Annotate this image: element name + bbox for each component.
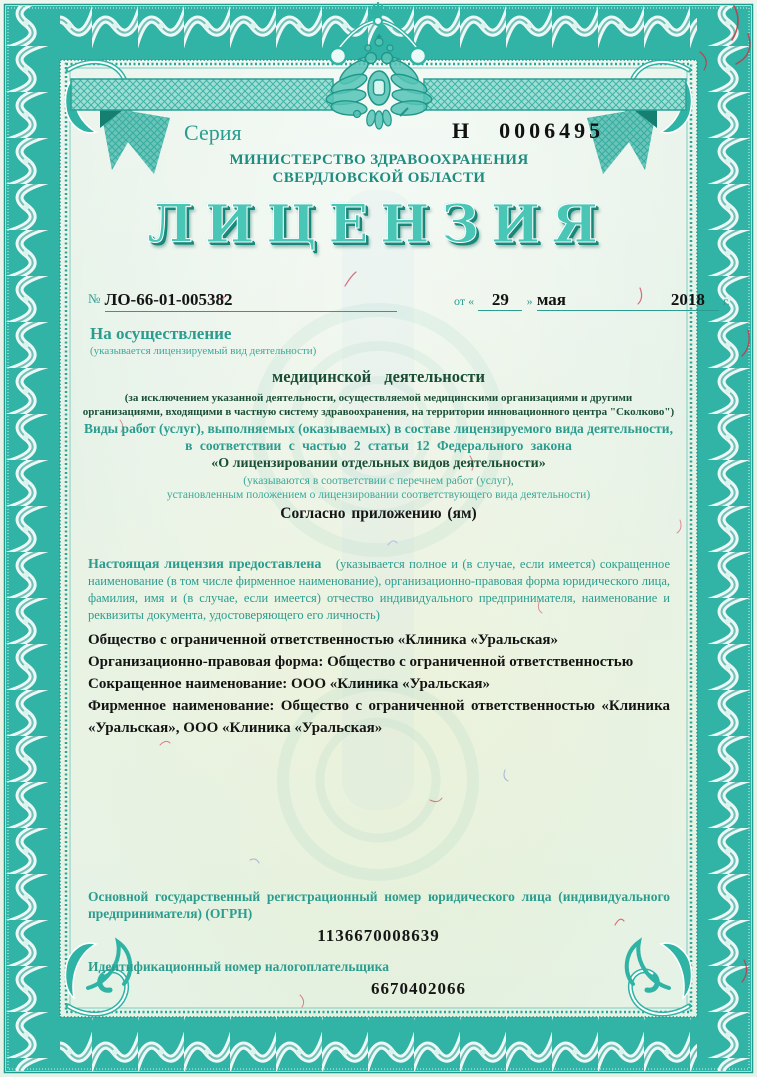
activity-exception-line2: организациями, входящими в частную систему здравоохранения, на территории инновационного центра "Сколково") <box>82 406 675 418</box>
works-note-line1: (указываются в соответствии с перечнем работ (услуг), <box>243 475 514 487</box>
activity-heading-note: (указывается лицензируемый вид деятельности) <box>90 345 317 357</box>
activity-exception-line1: (за исключением указанной деятельности, осуществляемой медицинскими организациями и другими <box>124 392 633 404</box>
org-short-name: Сокращенное наименование: ООО «Клиника «Уральская» <box>88 676 490 692</box>
organization-block <box>88 629 670 739</box>
activity-heading: На осуществление <box>90 324 232 343</box>
ogrn-label: Основной государственный регистрационный номер юридического лица (индивидуального предпринимателя) (ОГРН) <box>88 889 670 921</box>
license-number-value: ЛО-66-01-005382 <box>105 290 397 312</box>
works-clause-line2: в соответствии с частью 2 статьи 12 Федерального закона <box>185 438 572 453</box>
org-brand-name: Фирменное наименование: Общество с ограниченной ответственностью «Клиника «Уральская», ООО «Клиника «Уральская» <box>88 698 670 736</box>
date-year: 2018 <box>670 290 705 309</box>
law-title: «О лицензировании отдельных видов деятельности» <box>211 456 546 471</box>
series-letter: Н <box>452 118 474 143</box>
grantee-paragraph <box>88 556 670 624</box>
series-label: Серия <box>184 120 242 145</box>
attachment-note: Согласно приложению (ям) <box>280 505 477 522</box>
license-number-row <box>88 290 730 316</box>
grantee-note: (указывается полное и (в случае, если имеется) сокращенное наименование (в том числе фирменное наименование), организационно-правовая форма юридического лица, фамилия, имя и (в случае, если имеется) отчество индивидуального предпринимателя, наименование и реквизиты документа, удостоверяющего его личность) <box>88 557 671 622</box>
license-number-sign: № <box>88 291 101 306</box>
series-number <box>452 118 604 144</box>
license-title: ЛИЦЕНЗИЯ <box>147 194 610 255</box>
works-note <box>0 474 757 502</box>
ministry-line1: МИНИСТЕРСТВО ЗДРАВООХРАНЕНИЯ <box>229 152 529 168</box>
grantee-label: Настоящая лицензия предоставлена <box>88 557 322 572</box>
series-digits: 0006495 <box>499 118 605 143</box>
ministry-line2: СВЕРДЛОВСКОЙ ОБЛАСТИ <box>272 170 486 186</box>
org-full-name: Общество с ограниченной ответственностью «Клиника «Уральская» <box>88 632 558 648</box>
org-legal-form: Организационно-правовая форма: Общество с ограниченной ответственностью <box>88 654 634 670</box>
inn-label: Идентификационный номер налогоплательщика <box>88 959 389 974</box>
date-suffix: г. <box>723 294 730 308</box>
date-close-quote: » <box>526 294 533 308</box>
works-clause-line1: Виды работ (услуг), выполняемых (оказываемых) в составе лицензируемого вида деятельности, <box>84 421 673 436</box>
activity-type: медицинской деятельности <box>272 367 485 386</box>
date-prefix: от « <box>454 294 475 308</box>
works-note-line2: установленным положением о лицензировании соответствующего вида деятельности) <box>166 489 591 501</box>
ministry-name <box>88 151 670 187</box>
date-day: 29 <box>478 290 522 311</box>
activity-exception <box>60 391 697 419</box>
inn-value: 6670402066 <box>371 979 466 998</box>
license-date <box>454 290 730 311</box>
date-month-year <box>537 290 719 311</box>
ogrn-value: 1136670008639 <box>317 926 440 945</box>
date-month: мая <box>536 290 567 309</box>
